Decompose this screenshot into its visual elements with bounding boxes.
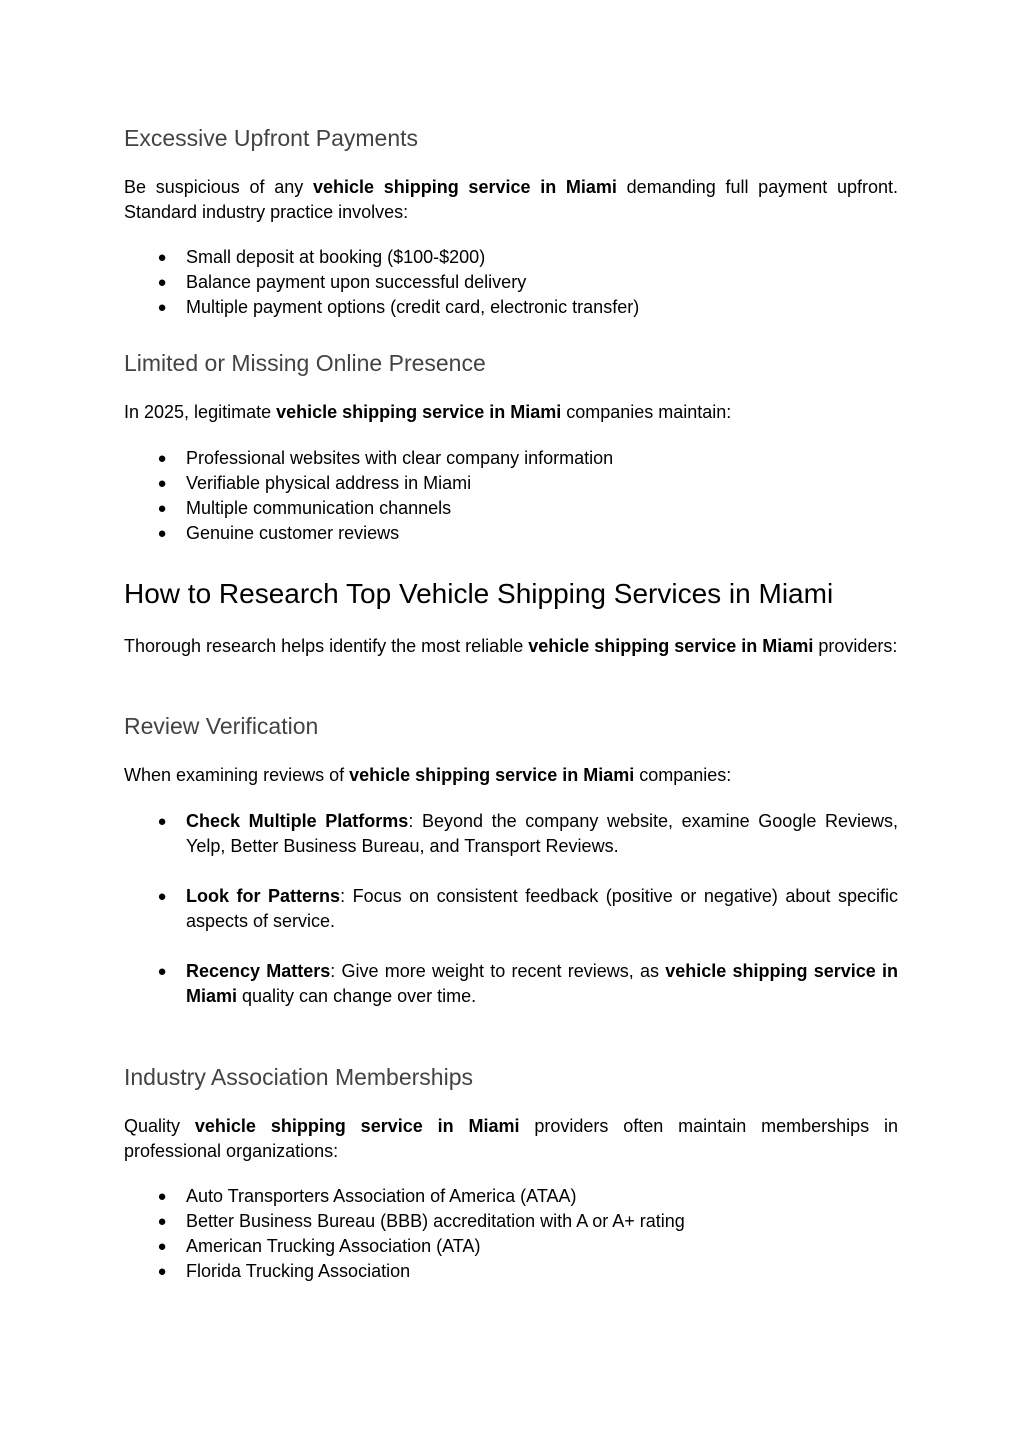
list-item: ● Check Multiple Platforms: Beyond the company website, examine Google Reviews, Yelp, Better Business Bureau, and Transport Reviews. xyxy=(186,809,898,859)
bullet-icon: ● xyxy=(157,475,167,492)
list-item: ● Professional websites with clear company information xyxy=(186,446,898,471)
bullet-icon: ● xyxy=(157,1213,167,1230)
heading-industry-associations: Industry Association Memberships xyxy=(124,1064,473,1090)
heading-review-verification: Review Verification xyxy=(124,713,319,739)
bullet-icon: ● xyxy=(157,888,167,905)
list-item: ● American Trucking Association (ATA) xyxy=(186,1234,898,1259)
bullet-icon: ● xyxy=(157,500,167,517)
list-item: ● Multiple communication channels xyxy=(186,496,898,521)
paragraph-online: In 2025, legitimate vehicle shipping service in Miami companies maintain: xyxy=(124,402,732,422)
paragraph-upfront: Be suspicious of any vehicle shipping service in Miami demanding full payment upfront. Standard industry practice involves: xyxy=(124,177,898,222)
bullet-icon: ● xyxy=(157,450,167,467)
paragraph-associations: Quality vehicle shipping service in Miami providers often maintain memberships in professional organizations: xyxy=(124,1116,899,1161)
bullet-icon: ● xyxy=(157,249,167,266)
bullet-icon: ● xyxy=(157,813,167,830)
list-item: ● Look for Patterns: Focus on consistent feedback (positive or negative) about specific aspects of service. xyxy=(186,884,898,934)
heading-how-to-research: How to Research Top Vehicle Shipping Services in Miami xyxy=(124,578,834,609)
list-item: ● Florida Trucking Association xyxy=(186,1259,898,1284)
paragraph-research: Thorough research helps identify the most reliable vehicle shipping service in Miami providers: xyxy=(124,636,898,656)
list-item: ● Small deposit at booking ($100-$200) xyxy=(186,245,898,270)
heading-excessive-upfront-payments: Excessive Upfront Payments xyxy=(124,125,419,151)
list-item: ● Multiple payment options (credit card, electronic transfer) xyxy=(186,295,898,320)
list-item: ● Genuine customer reviews xyxy=(186,521,898,546)
list-item: ● Balance payment upon successful delivery xyxy=(186,270,898,295)
bullet-icon: ● xyxy=(157,1263,167,1280)
bullet-icon: ● xyxy=(157,274,167,291)
bullet-icon: ● xyxy=(157,525,167,542)
list-item: ● Auto Transporters Association of America (ATAA) xyxy=(186,1184,898,1209)
bullet-icon: ● xyxy=(157,1238,167,1255)
bullet-icon: ● xyxy=(157,299,167,316)
list-item: ● Better Business Bureau (BBB) accreditation with A or A+ rating xyxy=(186,1209,898,1234)
bullet-icon: ● xyxy=(157,1188,167,1205)
list-item: ● Verifiable physical address in Miami xyxy=(186,471,898,496)
paragraph-reviews: When examining reviews of vehicle shipping service in Miami companies: xyxy=(124,765,732,785)
heading-online-presence: Limited or Missing Online Presence xyxy=(124,350,486,376)
bullet-icon: ● xyxy=(157,963,167,980)
list-item: ● Recency Matters: Give more weight to recent reviews, as vehicle shipping service in Miami quality can change over time. xyxy=(186,959,898,1009)
